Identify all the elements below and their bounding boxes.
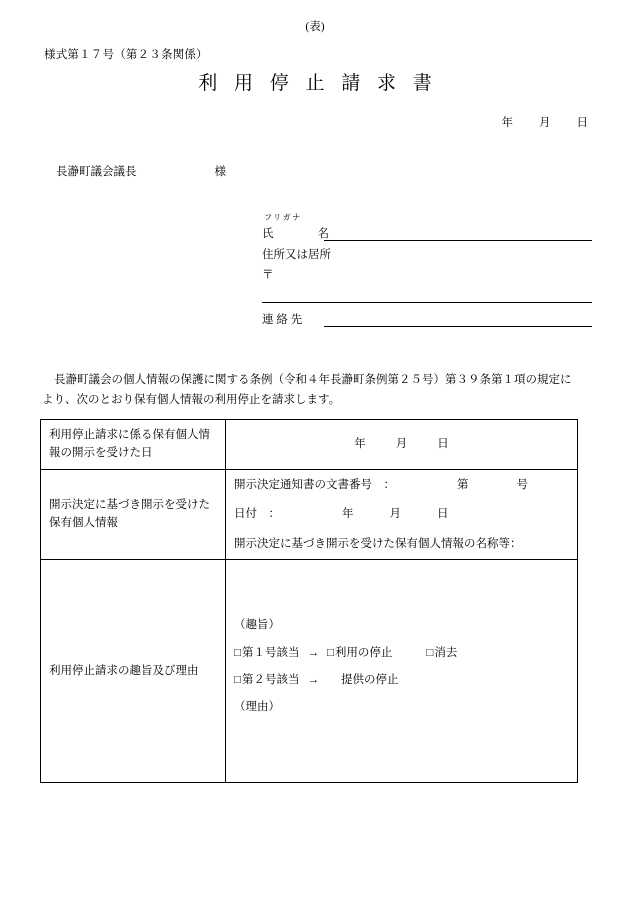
- addressee-name: 長瀞町議会議長: [56, 166, 137, 178]
- document-date-year: 年: [342, 508, 354, 521]
- table-row: [41, 420, 578, 470]
- disclosed-info-name-label: 開示決定に基づき開示を受けた保有個人情報の名称等：: [234, 537, 522, 550]
- purpose-reason-value[interactable]: [226, 559, 578, 782]
- document-date-row: [234, 505, 569, 523]
- checkbox-option-1-stop-use[interactable]: □: [326, 646, 334, 659]
- disclosed-info-value[interactable]: [226, 469, 578, 559]
- page-side-marker: (表): [305, 21, 325, 33]
- option-1-erase-label: 消去: [434, 646, 458, 659]
- option-1-row: [234, 644, 569, 662]
- request-table: [40, 419, 578, 783]
- date-line: [0, 114, 588, 130]
- document-number-row: [234, 476, 569, 494]
- preamble-line-2: より、次のとおり保有個人情報の利用停止を請求します。: [42, 394, 341, 407]
- applicant-name-input[interactable]: [324, 226, 592, 241]
- option-1-label: 第１号該当: [241, 646, 300, 659]
- date-year-label: 年: [501, 117, 513, 129]
- row1-year-label: 年: [354, 438, 366, 451]
- date-day-label: 日: [576, 117, 588, 129]
- addressee: [56, 163, 226, 179]
- checkbox-option-1[interactable]: □: [234, 646, 241, 659]
- purpose-reason-label: 利用停止請求の趣旨及び理由: [41, 559, 226, 782]
- table-row: [41, 469, 578, 559]
- option-2-row: [234, 671, 569, 689]
- postal-mark: 〒: [262, 269, 274, 281]
- document-number-label: 開示決定通知書の文書番号 ：: [234, 478, 395, 491]
- arrow-option-2: →: [307, 673, 319, 686]
- row1-month-label: 月: [395, 438, 408, 451]
- document-number-gou: 号: [516, 478, 528, 491]
- table-row: [41, 559, 578, 782]
- form-number: 様式第１７号（第２３条関係）: [44, 49, 208, 61]
- disclosure-date-value[interactable]: [226, 420, 578, 470]
- row1-day-label: 日: [437, 438, 449, 451]
- document-date-label: 日付 ：: [234, 508, 280, 521]
- option-1-stop-use-label: 利用の停止: [334, 646, 393, 659]
- applicant-name-row: [262, 225, 592, 241]
- checkbox-option-1-erase[interactable]: □: [426, 646, 434, 659]
- page-title: 利 用 停 止 請 求 書: [198, 73, 438, 94]
- document-date-month: 月: [389, 508, 401, 521]
- furigana-label: フリガナ: [264, 213, 302, 222]
- addressee-honorific: 様: [214, 166, 226, 178]
- disclosure-date-label: 利用停止請求に係る保有個人情報の開示を受けた日: [41, 420, 226, 470]
- applicant-name-label: 氏 名: [262, 228, 336, 240]
- purpose-heading: （趣旨）: [234, 619, 280, 632]
- preamble-line-1: 長瀞町議会の個人情報の保護に関する条例（令和４年長瀞町条例第２５号）第３９条第１項の規定に: [54, 374, 572, 386]
- checkbox-option-2[interactable]: □: [234, 673, 241, 686]
- applicant-address-input[interactable]: [262, 287, 592, 303]
- date-month-label: 月: [539, 117, 551, 129]
- applicant-contact-input[interactable]: [324, 312, 592, 327]
- applicant-contact-row: [262, 311, 592, 327]
- arrow-option-1: →: [307, 646, 319, 659]
- option-2-stop-provide-label: 提供の停止: [340, 673, 399, 686]
- document-date-day: 日: [437, 508, 449, 521]
- reason-heading: （理由）: [234, 701, 280, 714]
- applicant-block: [262, 212, 592, 330]
- applicant-address-label: 住所又は居所: [262, 249, 331, 261]
- disclosed-info-label: 開示決定に基づき開示を受けた保有個人情報: [41, 469, 226, 559]
- option-2-label: 第２号該当: [241, 673, 300, 686]
- preamble: [42, 370, 590, 410]
- document-number-dai: 第: [457, 478, 469, 491]
- applicant-contact-label: 連 絡 先: [262, 314, 303, 326]
